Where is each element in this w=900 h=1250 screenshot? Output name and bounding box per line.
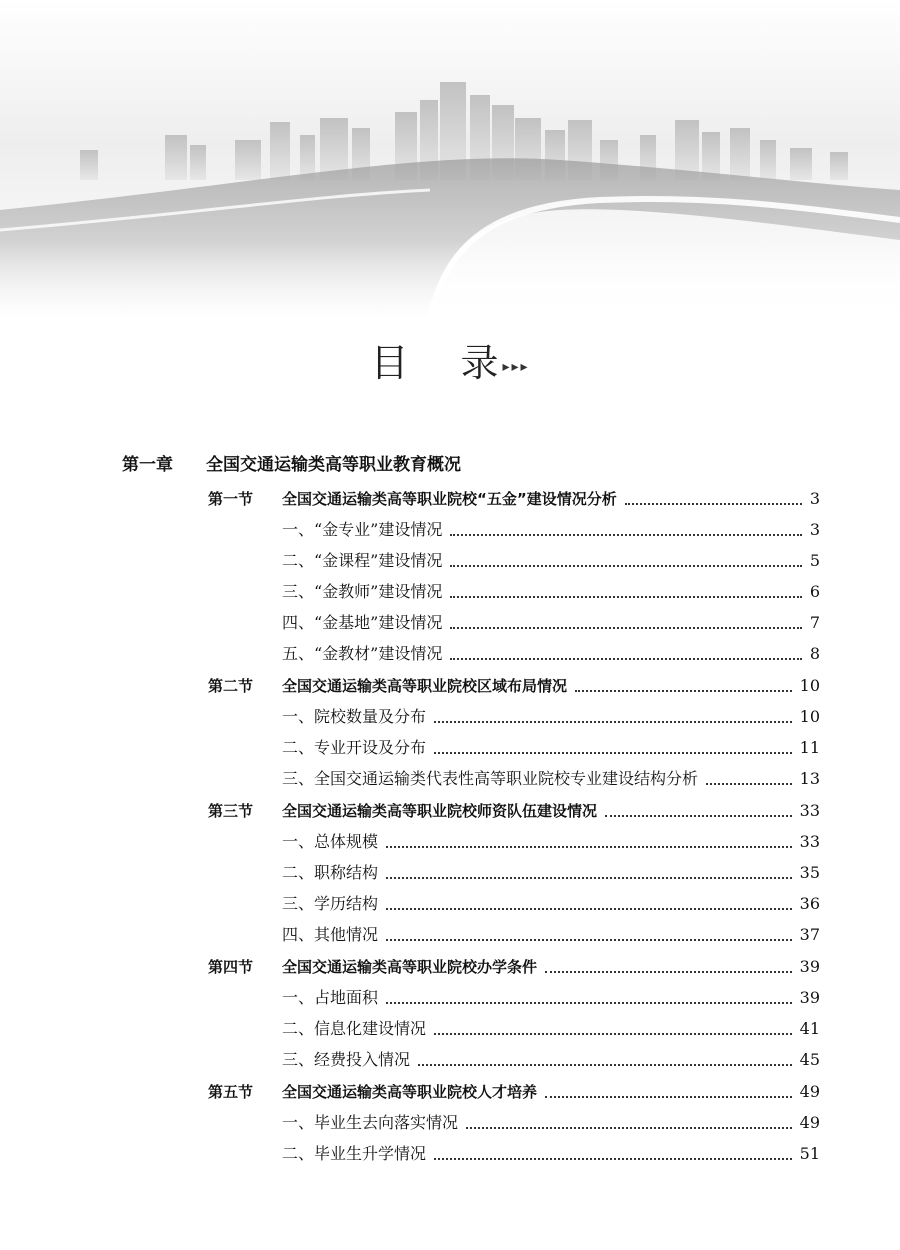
section-title: 全国交通运输类高等职业院校区域布局情况 <box>282 677 568 695</box>
dot-leader <box>386 891 792 910</box>
item-title: 二、专业开设及分布 <box>282 738 427 757</box>
dot-leader <box>545 954 792 973</box>
item-title: 五、“金教材”建设情况 <box>282 644 443 663</box>
page-number: 39 <box>799 988 820 1007</box>
page-number: 5 <box>809 551 820 570</box>
page-number: 33 <box>799 801 820 820</box>
item-title: 二、“金课程”建设情况 <box>282 551 443 570</box>
item-title: 二、信息化建设情况 <box>282 1019 427 1038</box>
section-label: 第五节 <box>208 1083 254 1101</box>
dot-leader <box>450 610 801 629</box>
toc-section-row[interactable] <box>208 798 820 824</box>
dot-leader <box>450 517 801 536</box>
item-title: 三、经费投入情况 <box>282 1050 411 1069</box>
page-number: 45 <box>799 1050 820 1069</box>
chapter-title: 全国交通运输类高等职业教育概况 <box>206 455 461 475</box>
item-title: 一、毕业生去向落实情况 <box>282 1113 459 1132</box>
toc-item-row[interactable] <box>282 860 820 886</box>
dot-leader <box>386 860 792 879</box>
section-title: 全国交通运输类高等职业院校“五金”建设情况分析 <box>282 490 617 508</box>
dot-leader <box>434 1141 792 1160</box>
toc-item-row[interactable] <box>282 548 820 574</box>
page-number: 6 <box>809 582 820 601</box>
page-number: 7 <box>809 613 820 632</box>
title-char-1: 目 <box>370 341 409 385</box>
toc-chapter-row[interactable] <box>122 452 822 478</box>
toc-section-row[interactable] <box>208 954 820 980</box>
dot-leader <box>605 798 792 817</box>
dot-leader <box>450 548 801 567</box>
item-title: 一、占地面积 <box>282 988 379 1007</box>
toc-item-row[interactable] <box>282 641 820 667</box>
section-title: 全国交通运输类高等职业院校办学条件 <box>282 958 538 976</box>
item-title: 一、院校数量及分布 <box>282 707 427 726</box>
toc-item-row[interactable] <box>282 1047 820 1073</box>
page-number: 10 <box>799 707 820 726</box>
dot-leader <box>625 486 802 505</box>
page-number: 11 <box>799 738 820 757</box>
item-title: 三、学历结构 <box>282 894 379 913</box>
page-number: 10 <box>799 676 820 695</box>
dot-leader <box>434 704 792 723</box>
page-title <box>0 332 900 387</box>
toc-item-row[interactable] <box>282 985 820 1011</box>
dot-leader <box>466 1110 792 1129</box>
dot-leader <box>386 985 792 1004</box>
toc-item-row[interactable] <box>282 517 820 543</box>
dot-leader <box>434 1016 792 1035</box>
dot-leader <box>386 922 792 941</box>
item-title: 一、“金专业”建设情况 <box>282 520 443 539</box>
toc-item-row[interactable] <box>282 610 820 636</box>
toc-item-row[interactable] <box>282 1110 820 1136</box>
section-label: 第二节 <box>208 677 254 695</box>
page-number: 41 <box>799 1019 820 1038</box>
item-title: 二、职称结构 <box>282 863 379 882</box>
toc-item-row[interactable] <box>282 891 820 917</box>
toc-item-row[interactable] <box>282 829 820 855</box>
page-number: 13 <box>799 769 820 788</box>
page-number: 33 <box>799 832 820 851</box>
page-number: 36 <box>799 894 820 913</box>
section-title: 全国交通运输类高等职业院校师资队伍建设情况 <box>282 802 598 820</box>
dot-leader <box>575 673 792 692</box>
toc-item-row[interactable] <box>282 766 820 792</box>
dot-leader <box>434 735 792 754</box>
page-number: 8 <box>809 644 820 663</box>
item-title: 三、“金教师”建设情况 <box>282 582 443 601</box>
toc-section-row[interactable] <box>208 1079 820 1105</box>
section-label: 第一节 <box>208 490 254 508</box>
header-banner-image <box>0 0 900 320</box>
dot-leader <box>386 829 792 848</box>
item-title: 一、总体规模 <box>282 832 379 851</box>
page-number: 3 <box>809 520 820 539</box>
item-title: 四、“金基地”建设情况 <box>282 613 443 632</box>
dot-leader <box>450 641 801 660</box>
page-number: 49 <box>799 1113 820 1132</box>
toc-item-row[interactable] <box>282 704 820 730</box>
dot-leader <box>418 1047 792 1066</box>
item-title: 三、全国交通运输类代表性高等职业院校专业建设结构分析 <box>282 769 699 788</box>
page-number: 49 <box>799 1082 820 1101</box>
dot-leader <box>545 1079 792 1098</box>
toc-section-row[interactable] <box>208 486 820 512</box>
dot-leader <box>706 766 792 785</box>
page-number: 51 <box>799 1144 820 1163</box>
toc-item-row[interactable] <box>282 579 820 605</box>
item-title: 四、其他情况 <box>282 925 379 944</box>
title-char-2: 录 <box>460 341 499 385</box>
item-title: 二、毕业生升学情况 <box>282 1144 427 1163</box>
dot-leader <box>450 579 801 598</box>
page-number: 3 <box>809 489 820 508</box>
section-label: 第四节 <box>208 958 254 976</box>
page-number: 35 <box>799 863 820 882</box>
page-number: 39 <box>799 957 820 976</box>
chapter-label: 第一章 <box>122 455 173 475</box>
toc-section-row[interactable] <box>208 673 820 699</box>
title-arrows-icon: ▸▸▸ <box>502 358 530 375</box>
toc-item-row[interactable] <box>282 922 820 948</box>
section-label: 第三节 <box>208 802 254 820</box>
toc-item-row[interactable] <box>282 735 820 761</box>
toc-item-row[interactable] <box>282 1141 820 1167</box>
toc-item-row[interactable] <box>282 1016 820 1042</box>
section-title: 全国交通运输类高等职业院校人才培养 <box>282 1083 538 1101</box>
page-number: 37 <box>799 925 820 944</box>
